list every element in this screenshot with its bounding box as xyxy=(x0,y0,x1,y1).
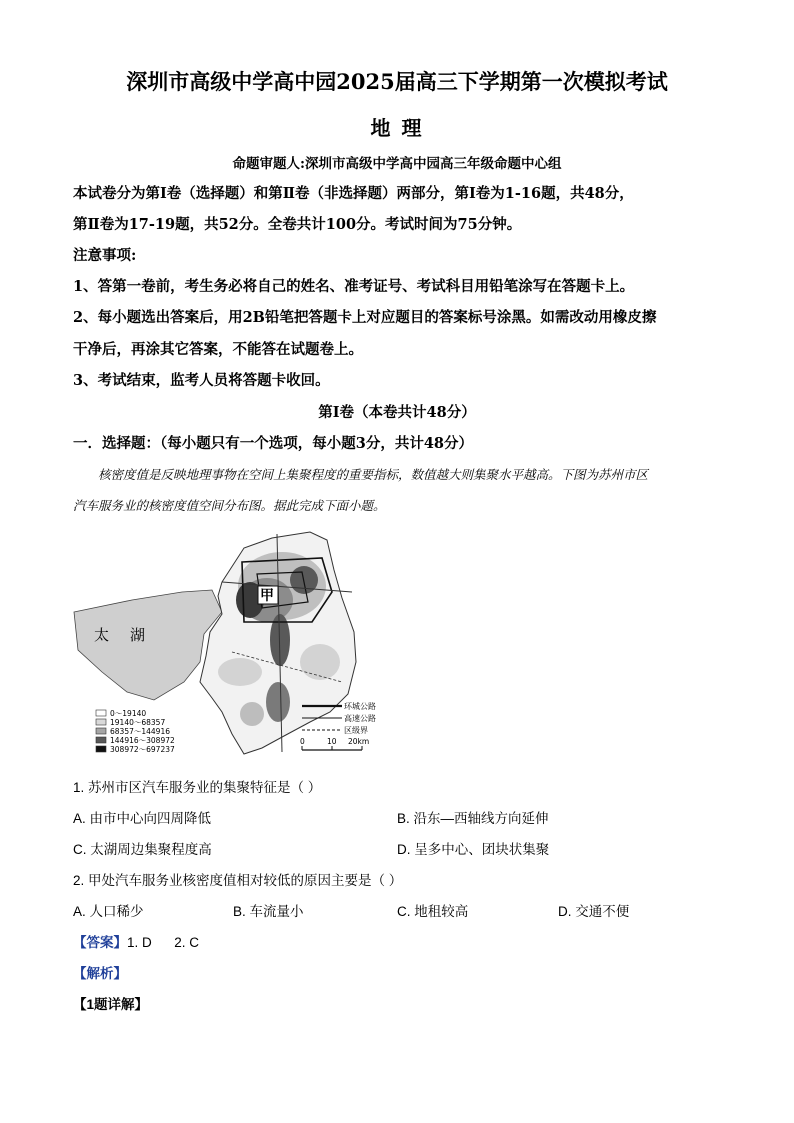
part-title: 一．选择题：（每小题只有一个选项，每小题3分，共计48分） xyxy=(73,435,474,452)
legend-item: 144916～308972 xyxy=(110,736,175,745)
question-1-option-d[interactable]: D. 呈多中心、团块状集聚 xyxy=(397,842,550,857)
passage-line-2: 汽车服务业的核密度值空间分布图。据此完成下面小题。 xyxy=(73,498,386,513)
question-2-option-d[interactable]: D. 交通不便 xyxy=(558,904,630,919)
intro-line-2: 第Ⅱ卷为17-19题，共52分。全卷共计100分。考试时间为75分钟。 xyxy=(73,216,522,233)
taihu-lake xyxy=(74,590,222,700)
legend-item: 308972～697237 xyxy=(110,745,175,754)
question-2-stem: 2. 甲处汽车服务业核密度值相对较低的原因主要是（ ） xyxy=(73,873,403,888)
question-2-option-b[interactable]: B. 车流量小 xyxy=(233,904,304,919)
exam-title: 深圳市高级中学高中园2025届高三下学期第一次模拟考试 xyxy=(126,69,668,94)
author-line: 命题审题人:深圳市高级中学高中园高三年级命题中心组 xyxy=(232,156,562,172)
question-2-option-c[interactable]: C. 地租较高 xyxy=(397,904,469,919)
answer-value: 1. D 2. C xyxy=(127,935,200,950)
question-1-option-b[interactable]: B. 沿东—西轴线方向延伸 xyxy=(397,811,549,826)
kernel-density-map xyxy=(72,522,376,758)
legend-item: 68357～144916 xyxy=(110,727,170,736)
question-2-option-a[interactable]: A. 人口稀少 xyxy=(73,904,144,919)
scale-bar xyxy=(300,737,369,750)
notice-item-3: 3、考试结束，监考人员将答题卡收回。 xyxy=(73,372,330,389)
analysis-label: 【解析】 xyxy=(73,966,127,981)
density-legend xyxy=(96,709,175,754)
notice-item-1: 1、答第一卷前，考生务必将自己的姓名、准考证号、考试科目用铅笔涂写在答题卡上。 xyxy=(73,278,635,295)
section-heading: 第Ⅰ卷（本卷共计48分） xyxy=(318,404,476,421)
subject-title: 地 理 xyxy=(370,116,424,140)
lake-label-2: 湖 xyxy=(130,626,146,644)
notice-item-2-cont: 干净后，再涂其它答案，不能答在试题卷上。 xyxy=(73,341,363,358)
scale-label-10: 10 xyxy=(327,737,337,746)
intro-line-1: 本试卷分为第Ⅰ卷（选择题）和第Ⅱ卷（非选择题）两部分，第Ⅰ卷为1-16题，共48分， xyxy=(73,185,634,202)
scale-label-20: 20km xyxy=(348,737,370,746)
lake-label-1: 太 xyxy=(94,626,110,644)
notice-item-2: 2、每小题选出答案后，用2B铅笔把答题卡上对应题目的答案标号涂黑。如需改动用橡皮擦 xyxy=(73,309,657,326)
legend-item: 19140～68357 xyxy=(110,718,166,727)
detail-label: 【1题详解】 xyxy=(73,997,149,1012)
line-legend xyxy=(302,701,376,735)
question-1-option-a[interactable]: A. 由市中心向四周降低 xyxy=(73,811,212,826)
legend-item: 0～19140 xyxy=(110,709,147,718)
line-legend-district: 区级界 xyxy=(344,726,368,735)
answer-block xyxy=(73,931,199,951)
place-label-jia: 甲 xyxy=(260,588,274,604)
passage-line-1: 核密度值是反映地理事物在空间上集聚程度的重要指标，数值越大则集聚水平越高。下图为苏州市区 xyxy=(98,467,649,482)
line-legend-highway: 高速公路 xyxy=(344,714,376,723)
line-legend-ring: 环城公路 xyxy=(344,702,376,711)
answer-label: 【答案】 xyxy=(73,935,127,950)
scale-label-0: 0 xyxy=(300,737,305,746)
notice-heading: 注意事项: xyxy=(73,247,137,264)
question-1-stem: 1. 苏州市区汽车服务业的集聚特征是（ ） xyxy=(73,780,322,795)
question-1-option-c[interactable]: C. 太湖周边集聚程度高 xyxy=(73,842,212,857)
